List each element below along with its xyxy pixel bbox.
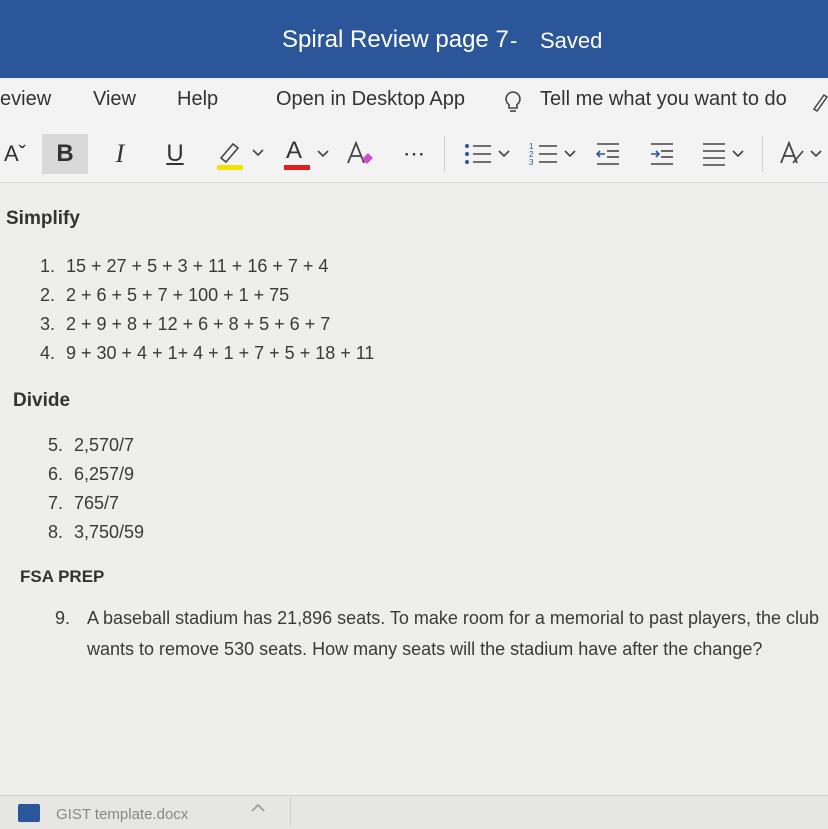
problem-text: A baseball stadium has 21,896 seats. To make room for a memorial to past players, the club wants to remove 530 seats. How many seats will the stadium have after the change?: [87, 608, 820, 659]
font-size-button[interactable]: Aˇ: [4, 141, 26, 166]
editing-pen-icon[interactable]: [812, 92, 828, 112]
styles-button[interactable]: [776, 134, 826, 174]
clear-formatting-icon: [344, 139, 376, 169]
more-options-button[interactable]: ⋯: [403, 141, 425, 166]
menu-help[interactable]: Help: [177, 88, 219, 110]
list-item: 3. 2 + 9 + 8 + 12 + 6 + 8 + 5 + 6 + 7: [40, 314, 331, 334]
alignment-button[interactable]: [698, 134, 750, 174]
list-item: 6. 6,257/9: [48, 464, 135, 484]
open-desktop-app[interactable]: Open in Desktop App: [276, 88, 466, 110]
download-bar: [0, 795, 828, 829]
svg-text:3: 3: [529, 158, 534, 167]
bullets-button[interactable]: [460, 134, 516, 174]
problem-number: 9.: [55, 608, 71, 628]
clear-formatting-button[interactable]: [342, 134, 378, 174]
document-title[interactable]: Spiral Review page 7: [282, 26, 509, 53]
decrease-indent-icon: [593, 139, 623, 169]
numbered-list-icon: [527, 139, 581, 169]
chevron-up-icon[interactable]: [250, 802, 266, 814]
list-item: 8. 3,750/59: [48, 522, 145, 542]
decrease-indent-button[interactable]: [592, 134, 624, 174]
styles-icon: [777, 139, 825, 169]
save-status: Saved: [540, 28, 603, 53]
section-heading: Divide: [13, 390, 71, 411]
lightbulb-icon: [503, 90, 523, 114]
increase-indent-icon: [647, 139, 677, 169]
svg-text:2: 2: [529, 150, 534, 159]
title-bar: [0, 0, 828, 78]
numbering-button[interactable]: [526, 134, 582, 174]
word-file-icon[interactable]: [18, 804, 40, 822]
align-justify-icon: [699, 139, 749, 169]
tell-me-search[interactable]: Tell me what you want to do: [540, 88, 787, 110]
list-item: 7. 765/7: [48, 493, 120, 513]
menu-review[interactable]: eview: [0, 88, 52, 110]
file-name[interactable]: GIST template.docx: [56, 806, 189, 823]
word-problem: [55, 603, 825, 665]
list-item: 4. 9 + 30 + 4 + 1+ 4 + 1 + 7 + 5 + 18 + 11: [40, 343, 375, 363]
highlighter-icon: [213, 136, 269, 172]
section-heading: Simplify: [6, 208, 80, 229]
svg-text:1: 1: [529, 142, 534, 151]
download-divider: [290, 798, 291, 826]
bold-button[interactable]: B: [42, 134, 88, 174]
list-item: 1. 15 + 27 + 5 + 3 + 11 + 16 + 7 + 4: [40, 256, 329, 276]
font-color-letter: A: [285, 137, 302, 164]
title-separator: -: [510, 28, 518, 53]
menu-bar: [0, 78, 828, 126]
list-item: 5. 2,570/7: [48, 435, 135, 455]
menu-view[interactable]: View: [93, 88, 136, 110]
ribbon-divider: [444, 136, 445, 172]
chevron-down-icon: [316, 149, 330, 159]
highlight-button[interactable]: [212, 134, 270, 174]
font-color-button[interactable]: [282, 134, 334, 174]
section-heading: FSA PREP: [20, 567, 105, 586]
list-item: 2. 2 + 6 + 5 + 7 + 100 + 1 + 75: [40, 285, 290, 305]
document-canvas[interactable]: [0, 183, 828, 793]
increase-indent-button[interactable]: [646, 134, 678, 174]
ribbon-toolbar: [0, 126, 828, 183]
bullet-list-icon: [461, 139, 515, 169]
italic-button[interactable]: I: [115, 139, 125, 168]
ribbon-divider: [762, 136, 763, 172]
underline-button[interactable]: U: [166, 140, 184, 167]
font-color-swatch: [284, 165, 310, 170]
